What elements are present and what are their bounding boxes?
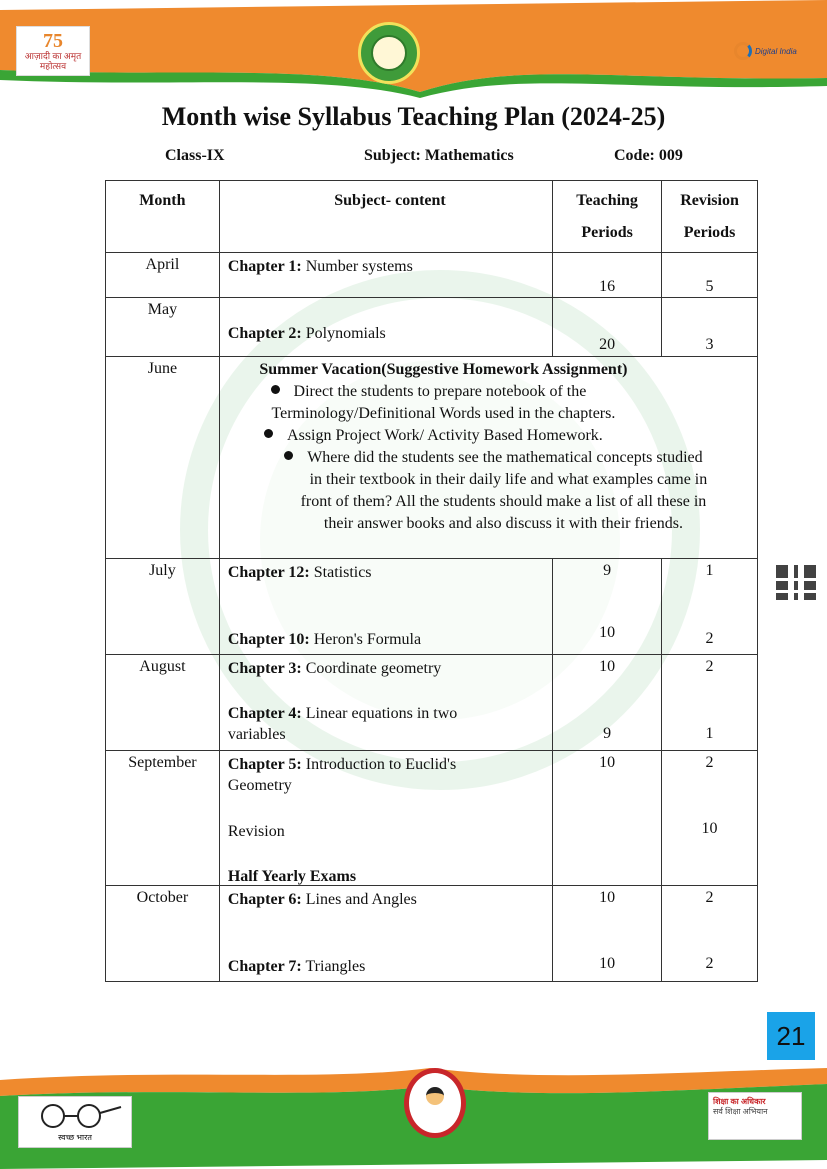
teaching-cell: 16 [553, 253, 662, 298]
page-title: Month wise Syllabus Teaching Plan (2024-25) [161, 102, 666, 131]
content-cell: Chapter 6: Lines and Angles Chapter 7: Triangles [219, 886, 552, 982]
list-item-cont: front of them? All the students should make a list of all these in [300, 493, 707, 510]
sarva-shiksha-logo: शिक्षा का अधिकार सर्व शिक्षा अभियान [708, 1092, 802, 1140]
month-cell: October [106, 886, 220, 982]
revision-cell: 2 2 [662, 886, 758, 982]
teaching-cell: 10 10 [553, 886, 662, 982]
digital-india-icon [734, 42, 752, 60]
table-row [106, 559, 758, 655]
table-row [106, 655, 758, 751]
revision-cell: 2 10 [662, 751, 758, 886]
month-cell: September [106, 751, 220, 886]
page-number-badge: 21 [767, 1012, 815, 1060]
list-item-cont: their answer books and also discuss it with their friends. [323, 515, 683, 532]
subject-label: Subject: Mathematics [364, 147, 514, 164]
table-row [106, 751, 758, 886]
vacation-cell [219, 357, 757, 559]
content-cell: Chapter 3: Coordinate geometry Chapter 4: Linear equations in two variables [219, 655, 552, 751]
content-cell: Chapter 5: Introduction to Euclid's Geometry Revision Half Yearly Exams [219, 751, 552, 886]
month-cell: May [106, 298, 220, 357]
revision-cell: 2 1 [662, 655, 758, 751]
table-row [106, 253, 758, 298]
azadi-logo: 75 आज़ादी का अमृत महोत्सव [16, 26, 90, 76]
teaching-cell: 10 [553, 751, 662, 886]
month-cell: July [106, 559, 220, 655]
table-header-row [106, 181, 758, 253]
revision-cell: 1 2 [662, 559, 758, 655]
beti-bachao-logo [404, 1068, 466, 1138]
month-cell: June [106, 357, 220, 559]
list-item-cont: Terminology/Definitional Words used in the chapters. [271, 405, 616, 422]
content-cell: Chapter 2: Polynomials [219, 298, 552, 357]
list-item: Where did the students see the mathematical concepts studied [220, 447, 757, 469]
table-row [106, 357, 758, 559]
list-item: Direct the students to prepare notebook of the [220, 381, 757, 403]
content-cell: Chapter 12: Statistics Chapter 10: Heron's Formula [219, 559, 552, 655]
vacation-heading: Summer Vacation(Suggestive Homework Assignment) [259, 361, 628, 378]
month-cell: April [106, 253, 220, 298]
content-cell: Chapter 1: Number systems [219, 253, 552, 298]
header-content: Subject- content [219, 181, 552, 253]
table-row [106, 298, 758, 357]
school-emblem [358, 22, 420, 84]
teaching-cell: 10 9 [553, 655, 662, 751]
qr-code-icon [776, 565, 816, 605]
syllabus-table [105, 180, 758, 982]
revision-cell: 5 [662, 253, 758, 298]
header-band [0, 0, 827, 100]
swachh-bharat-logo: स्वच्छ भारत [18, 1096, 132, 1148]
code-label: Code: 009 [614, 147, 683, 164]
class-label: Class-IX [165, 147, 225, 164]
revision-cell: 3 [662, 298, 758, 357]
teaching-cell: 20 [553, 298, 662, 357]
table-row [106, 886, 758, 982]
header-revision: Revision Periods [662, 181, 758, 253]
glasses-icon [27, 1103, 123, 1129]
list-item: Assign Project Work/ Activity Based Homework. [220, 425, 757, 447]
digital-india-logo: Digital India [734, 38, 804, 64]
header-month: Month [106, 181, 220, 253]
month-cell: August [106, 655, 220, 751]
list-item-cont: in their textbook in their daily life and what examples came in [309, 471, 708, 488]
header-teaching: Teaching Periods [553, 181, 662, 253]
teaching-cell: 9 10 [553, 559, 662, 655]
